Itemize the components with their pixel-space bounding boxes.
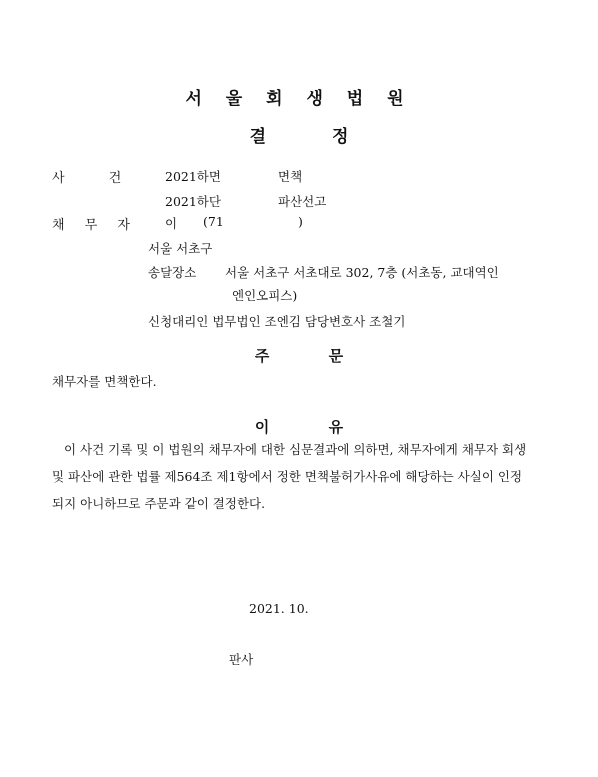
reason-heading: 이 유 bbox=[254, 418, 344, 436]
order-text: 채무자를 면책한다. bbox=[52, 374, 157, 389]
case-type-2: 파산선고 bbox=[278, 194, 327, 209]
case-label: 사 건 bbox=[52, 171, 122, 186]
legal-agent: 신청대리인 법무법인 조엔김 담당변호사 조철기 bbox=[148, 314, 406, 329]
service-label: 송달장소 bbox=[148, 265, 197, 280]
decision-date: 2021. 10. bbox=[249, 601, 309, 616]
court-name: 서 울 회 생 법 원 bbox=[185, 89, 413, 109]
document-kind: 결 정 bbox=[249, 127, 349, 147]
case-number-1: 2021하면 bbox=[165, 169, 221, 184]
debtor-address: 서울 서초구 bbox=[148, 241, 213, 256]
reason-text: 이 사건 기록 및 이 법원의 채무자에 대한 심문결과에 의하면, 채무자에게 채무자 회생 및 파산에 관한 법률 제564조 제1항에서 정한 면책불허가사유에 해당하는 사실이 인정되지 아니하므로 주문과 같이 결정한다. bbox=[52, 442, 527, 511]
service-address-cont: 엔인오피스) bbox=[232, 288, 298, 303]
debtor-birth: (71 bbox=[203, 214, 224, 229]
case-type-1: 면책 bbox=[278, 169, 303, 184]
service-address: 서울 서초구 서초대로 302, 7층 (서초동, 교대역인 bbox=[225, 265, 499, 280]
debtor-name: 이 bbox=[165, 216, 178, 231]
judge-label: 판사 bbox=[229, 652, 254, 667]
debtor-birth-close: ) bbox=[298, 214, 303, 229]
case-number-2: 2021하단 bbox=[165, 194, 221, 209]
debtor-label: 채 무 자 bbox=[52, 218, 130, 233]
order-heading: 주 문 bbox=[254, 347, 344, 365]
